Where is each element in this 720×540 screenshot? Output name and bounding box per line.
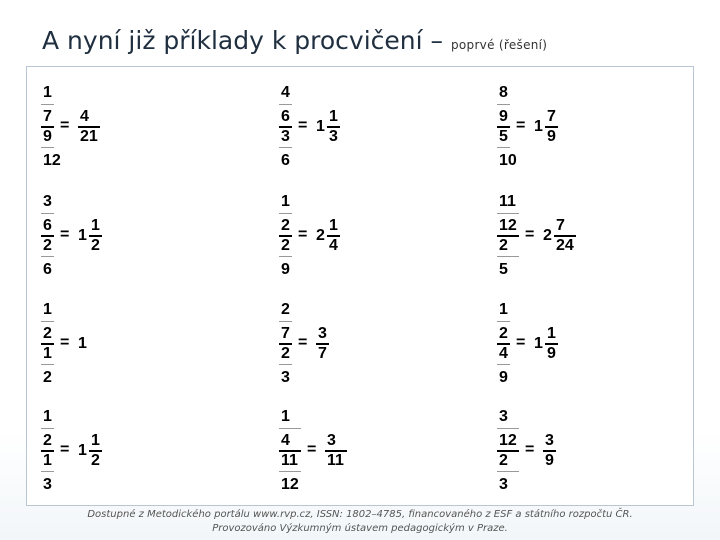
fraction-denominator: 11 <box>281 452 298 469</box>
result-denominator: 2 <box>91 452 100 469</box>
fraction-numerator: 7 <box>281 325 290 342</box>
result-whole: 1 <box>534 118 543 135</box>
result-denominator: 11 <box>327 452 344 469</box>
equals-sign: = <box>525 226 535 243</box>
result-numerator: 7 <box>547 108 556 125</box>
fraction-denominator: 1 <box>43 452 52 469</box>
equals-sign: = <box>516 334 526 351</box>
result-whole: 1 <box>78 442 87 459</box>
equals-sign: = <box>60 334 70 351</box>
hint-top: 1 <box>281 193 290 210</box>
hint-top-line <box>41 104 54 105</box>
fraction-numerator: 7 <box>43 108 52 125</box>
fraction-denominator: 9 <box>43 128 52 145</box>
result-numerator: 3 <box>318 325 327 342</box>
hint-bottom: 6 <box>43 261 52 278</box>
hint-bottom: 12 <box>281 476 299 493</box>
hint-bottom-line <box>497 471 519 472</box>
title-subtitle: poprvé (řešení) <box>450 38 548 52</box>
hint-bottom-line <box>41 364 54 365</box>
equals-sign: = <box>298 334 308 351</box>
fraction-numerator: 4 <box>281 432 290 449</box>
result-denominator: 2 <box>91 237 100 254</box>
hint-top: 8 <box>499 84 508 101</box>
hint-bottom-line <box>497 256 519 257</box>
result-numerator: 3 <box>327 432 336 449</box>
hint-bottom-line <box>279 256 292 257</box>
hint-top-line <box>497 321 510 322</box>
fraction-numerator: 2 <box>43 432 52 449</box>
hint-top: 4 <box>281 84 290 101</box>
fraction-denominator: 5 <box>499 128 508 145</box>
hint-top: 2 <box>281 301 290 318</box>
result-numerator: 7 <box>556 217 565 234</box>
result-denominator: 3 <box>329 128 338 145</box>
exercise-6 <box>497 194 697 294</box>
exercise-2 <box>279 85 479 185</box>
hint-top-line <box>497 213 519 214</box>
result-whole: 1 <box>316 118 325 135</box>
result-numerator: 1 <box>329 217 338 234</box>
exercise-11 <box>279 409 479 509</box>
hint-bottom-line <box>279 364 292 365</box>
exercise-8 <box>279 302 479 402</box>
result-whole: 1 <box>78 335 87 352</box>
hint-top-line <box>497 428 519 429</box>
fraction-denominator: 2 <box>281 345 290 362</box>
hint-bottom-line <box>497 364 510 365</box>
hint-bottom: 12 <box>43 152 61 169</box>
fraction-numerator: 2 <box>281 217 290 234</box>
result-denominator: 9 <box>547 128 556 145</box>
hint-bottom-line <box>41 147 54 148</box>
hint-top: 1 <box>43 408 52 425</box>
hint-top: 1 <box>499 301 508 318</box>
exercise-3 <box>497 85 697 185</box>
fraction-denominator: 2 <box>281 237 290 254</box>
hint-bottom: 6 <box>281 152 290 169</box>
result-denominator: 4 <box>329 237 338 254</box>
footer-line-1: Dostupné z Metodického portálu www.rvp.cz, ISSN: 1802–4785, financovaného z ESF a státního rozpočtu ČR. <box>87 509 633 520</box>
fraction-numerator: 2 <box>43 325 52 342</box>
result-denominator: 9 <box>545 452 554 469</box>
result-denominator: 21 <box>80 128 98 145</box>
hint-bottom: 10 <box>499 152 517 169</box>
title-main: A nyní již příklady k procvičení <box>42 26 423 55</box>
hint-top: 1 <box>43 84 52 101</box>
fraction-denominator: 1 <box>43 345 52 362</box>
equals-sign: = <box>525 441 535 458</box>
result-numerator: 1 <box>91 432 100 449</box>
hint-top-line <box>279 321 292 322</box>
result-whole: 1 <box>78 227 87 244</box>
hint-bottom: 3 <box>499 476 508 493</box>
hint-top: 1 <box>281 408 290 425</box>
fraction-denominator: 2 <box>499 452 508 469</box>
hint-bottom: 9 <box>499 369 508 386</box>
hint-bottom: 2 <box>43 369 52 386</box>
hint-top-line <box>41 213 54 214</box>
result-denominator: 7 <box>318 345 327 362</box>
hint-top: 11 <box>499 193 516 210</box>
hint-bottom-line <box>279 471 301 472</box>
fraction-denominator: 3 <box>281 128 290 145</box>
fraction-denominator: 2 <box>43 237 52 254</box>
result-numerator: 1 <box>547 325 556 342</box>
hint-top: 3 <box>43 193 52 210</box>
footer-line-2: Provozováno Výzkumným ústavem pedagogickým v Praze. <box>212 523 508 534</box>
hint-bottom-line <box>279 147 292 148</box>
exercise-12 <box>497 409 697 509</box>
exercise-9 <box>497 302 697 402</box>
result-numerator: 1 <box>91 217 100 234</box>
equals-sign: = <box>60 226 70 243</box>
hint-top-line <box>279 428 301 429</box>
result-whole: 2 <box>543 227 552 244</box>
result-whole: 1 <box>534 335 543 352</box>
exercise-7 <box>41 302 241 402</box>
hint-bottom: 9 <box>281 261 290 278</box>
equals-sign: = <box>307 441 317 458</box>
equals-sign: = <box>60 117 70 134</box>
hint-top-line <box>41 321 54 322</box>
result-denominator: 9 <box>547 345 556 362</box>
title-dash: – <box>422 26 451 55</box>
hint-bottom-line <box>497 147 510 148</box>
result-numerator: 4 <box>80 108 89 125</box>
hint-top-line <box>279 213 292 214</box>
footer <box>0 508 720 536</box>
equals-sign: = <box>298 226 308 243</box>
result-numerator: 3 <box>545 432 554 449</box>
exercise-1 <box>41 85 241 185</box>
hint-top-line <box>497 104 510 105</box>
exercise-4 <box>41 194 241 294</box>
equals-sign: = <box>516 117 526 134</box>
result-numerator: 1 <box>329 108 338 125</box>
hint-top: 1 <box>43 301 52 318</box>
hint-bottom: 3 <box>281 369 290 386</box>
exercise-5 <box>279 194 479 294</box>
hint-top-line <box>279 104 292 105</box>
slide-title <box>42 26 547 55</box>
fraction-numerator: 6 <box>281 108 290 125</box>
hint-bottom: 3 <box>43 476 52 493</box>
fraction-denominator: 4 <box>499 345 508 362</box>
hint-top-line <box>41 428 54 429</box>
fraction-numerator: 9 <box>499 108 508 125</box>
fraction-numerator: 6 <box>43 217 52 234</box>
hint-bottom: 5 <box>499 261 508 278</box>
fraction-numerator: 12 <box>499 217 517 234</box>
hint-bottom-line <box>41 256 54 257</box>
exercise-10 <box>41 409 241 509</box>
result-denominator: 24 <box>556 237 574 254</box>
fraction-denominator: 2 <box>499 237 508 254</box>
hint-top: 3 <box>499 408 508 425</box>
fraction-numerator: 2 <box>499 325 508 342</box>
fraction-numerator: 12 <box>499 432 517 449</box>
equals-sign: = <box>298 117 308 134</box>
result-whole: 2 <box>316 227 325 244</box>
hint-bottom-line <box>41 471 54 472</box>
equals-sign: = <box>60 441 70 458</box>
exercise-panel <box>26 66 694 506</box>
